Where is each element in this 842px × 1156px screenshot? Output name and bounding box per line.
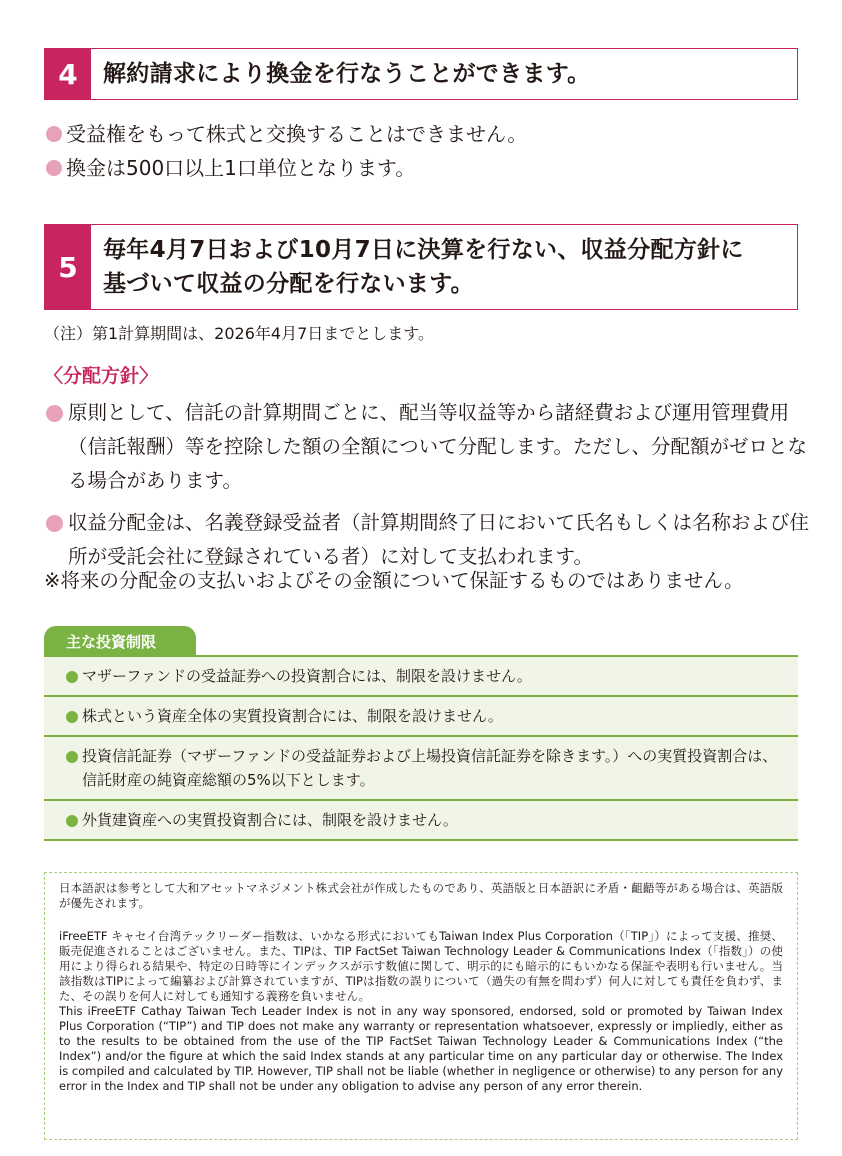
section-5-title-line1: 毎年4月7日および10月7日に決算を行ない、収益分配方針に [103, 237, 744, 263]
list-item: 原則として、信託の計算期間ごとに、配当等収益等から諸経費および運用管理費用（信託報酬）等を控除した額の全額について分配します。ただし、分配額がゼロとなる場合があります。 [44, 396, 814, 498]
first-period-note: （注）第1計算期間は、2026年4月7日までとします。 [44, 324, 434, 343]
investment-limits-box [44, 655, 798, 841]
section-4-title: 解約請求により換金を行なうことができます。 [103, 61, 591, 87]
limit-row: マザーファンドの受益証券への投資割合には、制限を設けません。 [44, 655, 798, 695]
section-4-number: 4 [45, 49, 91, 99]
section-5-header [44, 224, 798, 310]
investment-limits-title: 主な投資制限 [44, 626, 196, 656]
distribution-warning: ※将来の分配金の支払いおよびその金額について保証するものではありません。 [44, 569, 744, 592]
section-4-header [44, 48, 798, 100]
list-item: 収益分配金は、名義登録受益者（計算期間終了日において氏名もしくは名称および住所が受託会社に登録されている者）に対して支払われます。 [44, 506, 814, 574]
list-item: 受益権をもって株式と交換することはできません。 [44, 118, 804, 150]
section-4-bullets [44, 118, 804, 184]
disclaimer-japanese: iFreeETF キャセイ台湾テックリーダー指数は、いかなる形式においてもTaiwan Index Plus Corporation（「TIP」）によって支援、推奨、販売促進されることはございません。また、TIPは、TIP FactSet Taiwan Technology Leader & Communications Index（「指数」）の使用により得られる結果や、特定の日時等にインデックスが示す数値に関して、明示的にも暗示的にもいかなる保証や表明も行いません。当該指数はTIPによって編纂および計算されていますが、TIPは指数の誤りについて（過失の有無を問わず）何人に対しても責任を負わず、また、その誤りを何人に対しても通知する義務を負いません。 [59, 929, 783, 1003]
list-item: 換金は500口以上1口単位となります。 [44, 152, 804, 184]
section-5-number: 5 [45, 225, 91, 309]
distribution-policy-list [44, 396, 814, 582]
section-5-title-line2: 基づいて収益の分配を行ないます。 [103, 271, 474, 297]
limit-row: 外貨建資産への実質投資割合には、制限を設けません。 [44, 799, 798, 841]
disclaimer-box [44, 872, 798, 1140]
disclaimer-translation-note: 日本語訳は参考として大和アセットマネジメント株式会社が作成したものであり、英語版と日本語訳に矛盾・齟齬等がある場合は、英語版が優先されます。 [59, 881, 783, 910]
section-5-title [91, 233, 744, 301]
limit-row: 株式という資産全体の実質投資割合には、制限を設けません。 [44, 695, 798, 735]
distribution-policy-title: 〈分配方針〉 [44, 365, 159, 387]
limit-row: 投資信託証券（マザーファンドの受益証券および上場投資信託証券を除きます。）への実質投資割合は、信託財産の純資産総額の5%以下とします。 [44, 735, 798, 799]
disclaimer-english: This iFreeETF Cathay Taiwan Tech Leader Index is not in any way sponsored, endorsed, sold or promoted by Taiwan Index Plus Corporation (“TIP”) and TIP does not make any warranty or representation whatsoever, expressly or impliedly, either as to the results to be obtained from the use of the TIP FactSet Taiwan Technology Leader & Communications Index (“the Index”) and/or the figure at which the said Index stands at any particular time on any particular day or otherwise. The Index is compiled and calculated by TIP. However, TIP shall not be liable (whether in negligence or otherwise) to any person for any error in the Index and TIP shall not be under any obligation to advise any person of any error therein. [59, 1004, 783, 1093]
